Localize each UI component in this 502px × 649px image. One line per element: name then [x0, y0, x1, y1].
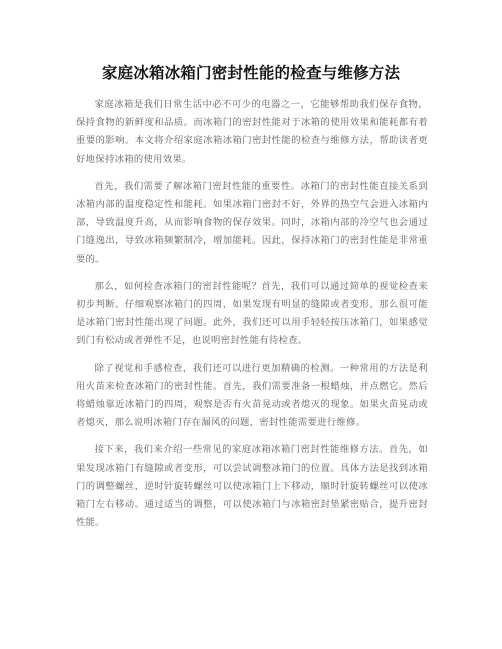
paragraph-5: 接下来，我们来介绍一些常见的家庭冰箱冰箱门密封性能维修方法。首先，如果发现冰箱门有缝隙或者变形，可以尝试调整冰箱门的位置。具体方法是找到冰箱门的调整螺丝，逆时针旋转螺丝可以使冰箱门上下移动，顺时针旋转螺丝可以使冰箱门左右移动。通过适当的调整，可以使冰箱门与冰箱密封垫紧密贴合，提升密封性能。 — [76, 444, 428, 529]
paragraph-3: 那么，如何检查冰箱门的密封性能呢？首先，我们可以通过简单的视觉检查来初步判断。仔细观察冰箱门的四周，如果发现有明显的缝隙或者变形，那么很可能是冰箱门密封性能出现了问题。此外，我们还可以用手轻轻按压冰箱门，如果感觉到门有松动或者弹性不足，也说明密封性能有待检查。 — [76, 280, 428, 347]
document-title: 家庭冰箱冰箱门密封性能的检查与维修方法 — [101, 64, 401, 82]
paragraph-2: 首先，我们需要了解冰箱门密封性能的重要性。冰箱门的密封性能直接关系到冰箱内部的温度稳定性和能耗。如果冰箱门密封不好，外界的热空气会进入冰箱内部，导致温度升高，从而影响食物的保存效果。同时，冰箱内部的冷空气也会通过门缝逸出，导致冰箱频繁制冷，增加能耗。因此，保持冰箱门的密封性能是非常重要的。 — [76, 180, 428, 265]
paragraph-1: 家庭冰箱是我们日常生活中必不可少的电器之一，它能够帮助我们保存食物，保持食物的新鲜度和品质。而冰箱门的密封性能对于冰箱的使用效果和能耗都有着重要的影响。本文将介绍家庭冰箱冰箱门密封性能的检查与维修方法，帮助读者更好地保持冰箱的使用效果。 — [76, 99, 428, 165]
paragraph-4: 除了视觉和手感检查，我们还可以进行更加精确的检测。一种常用的方法是利用火苗来检查冰箱门的密封性能。首先，我们需要准备一根蜡烛，并点燃它。然后将蜡烛靠近冰箱门的四周，观察是否有火苗晃动或者熄灭的现象。如果火苗晃动或者熄灭，那么说明冰箱门存在漏风的问题，密封性能需要进行维修。 — [76, 362, 428, 429]
document-body — [76, 96, 428, 541]
